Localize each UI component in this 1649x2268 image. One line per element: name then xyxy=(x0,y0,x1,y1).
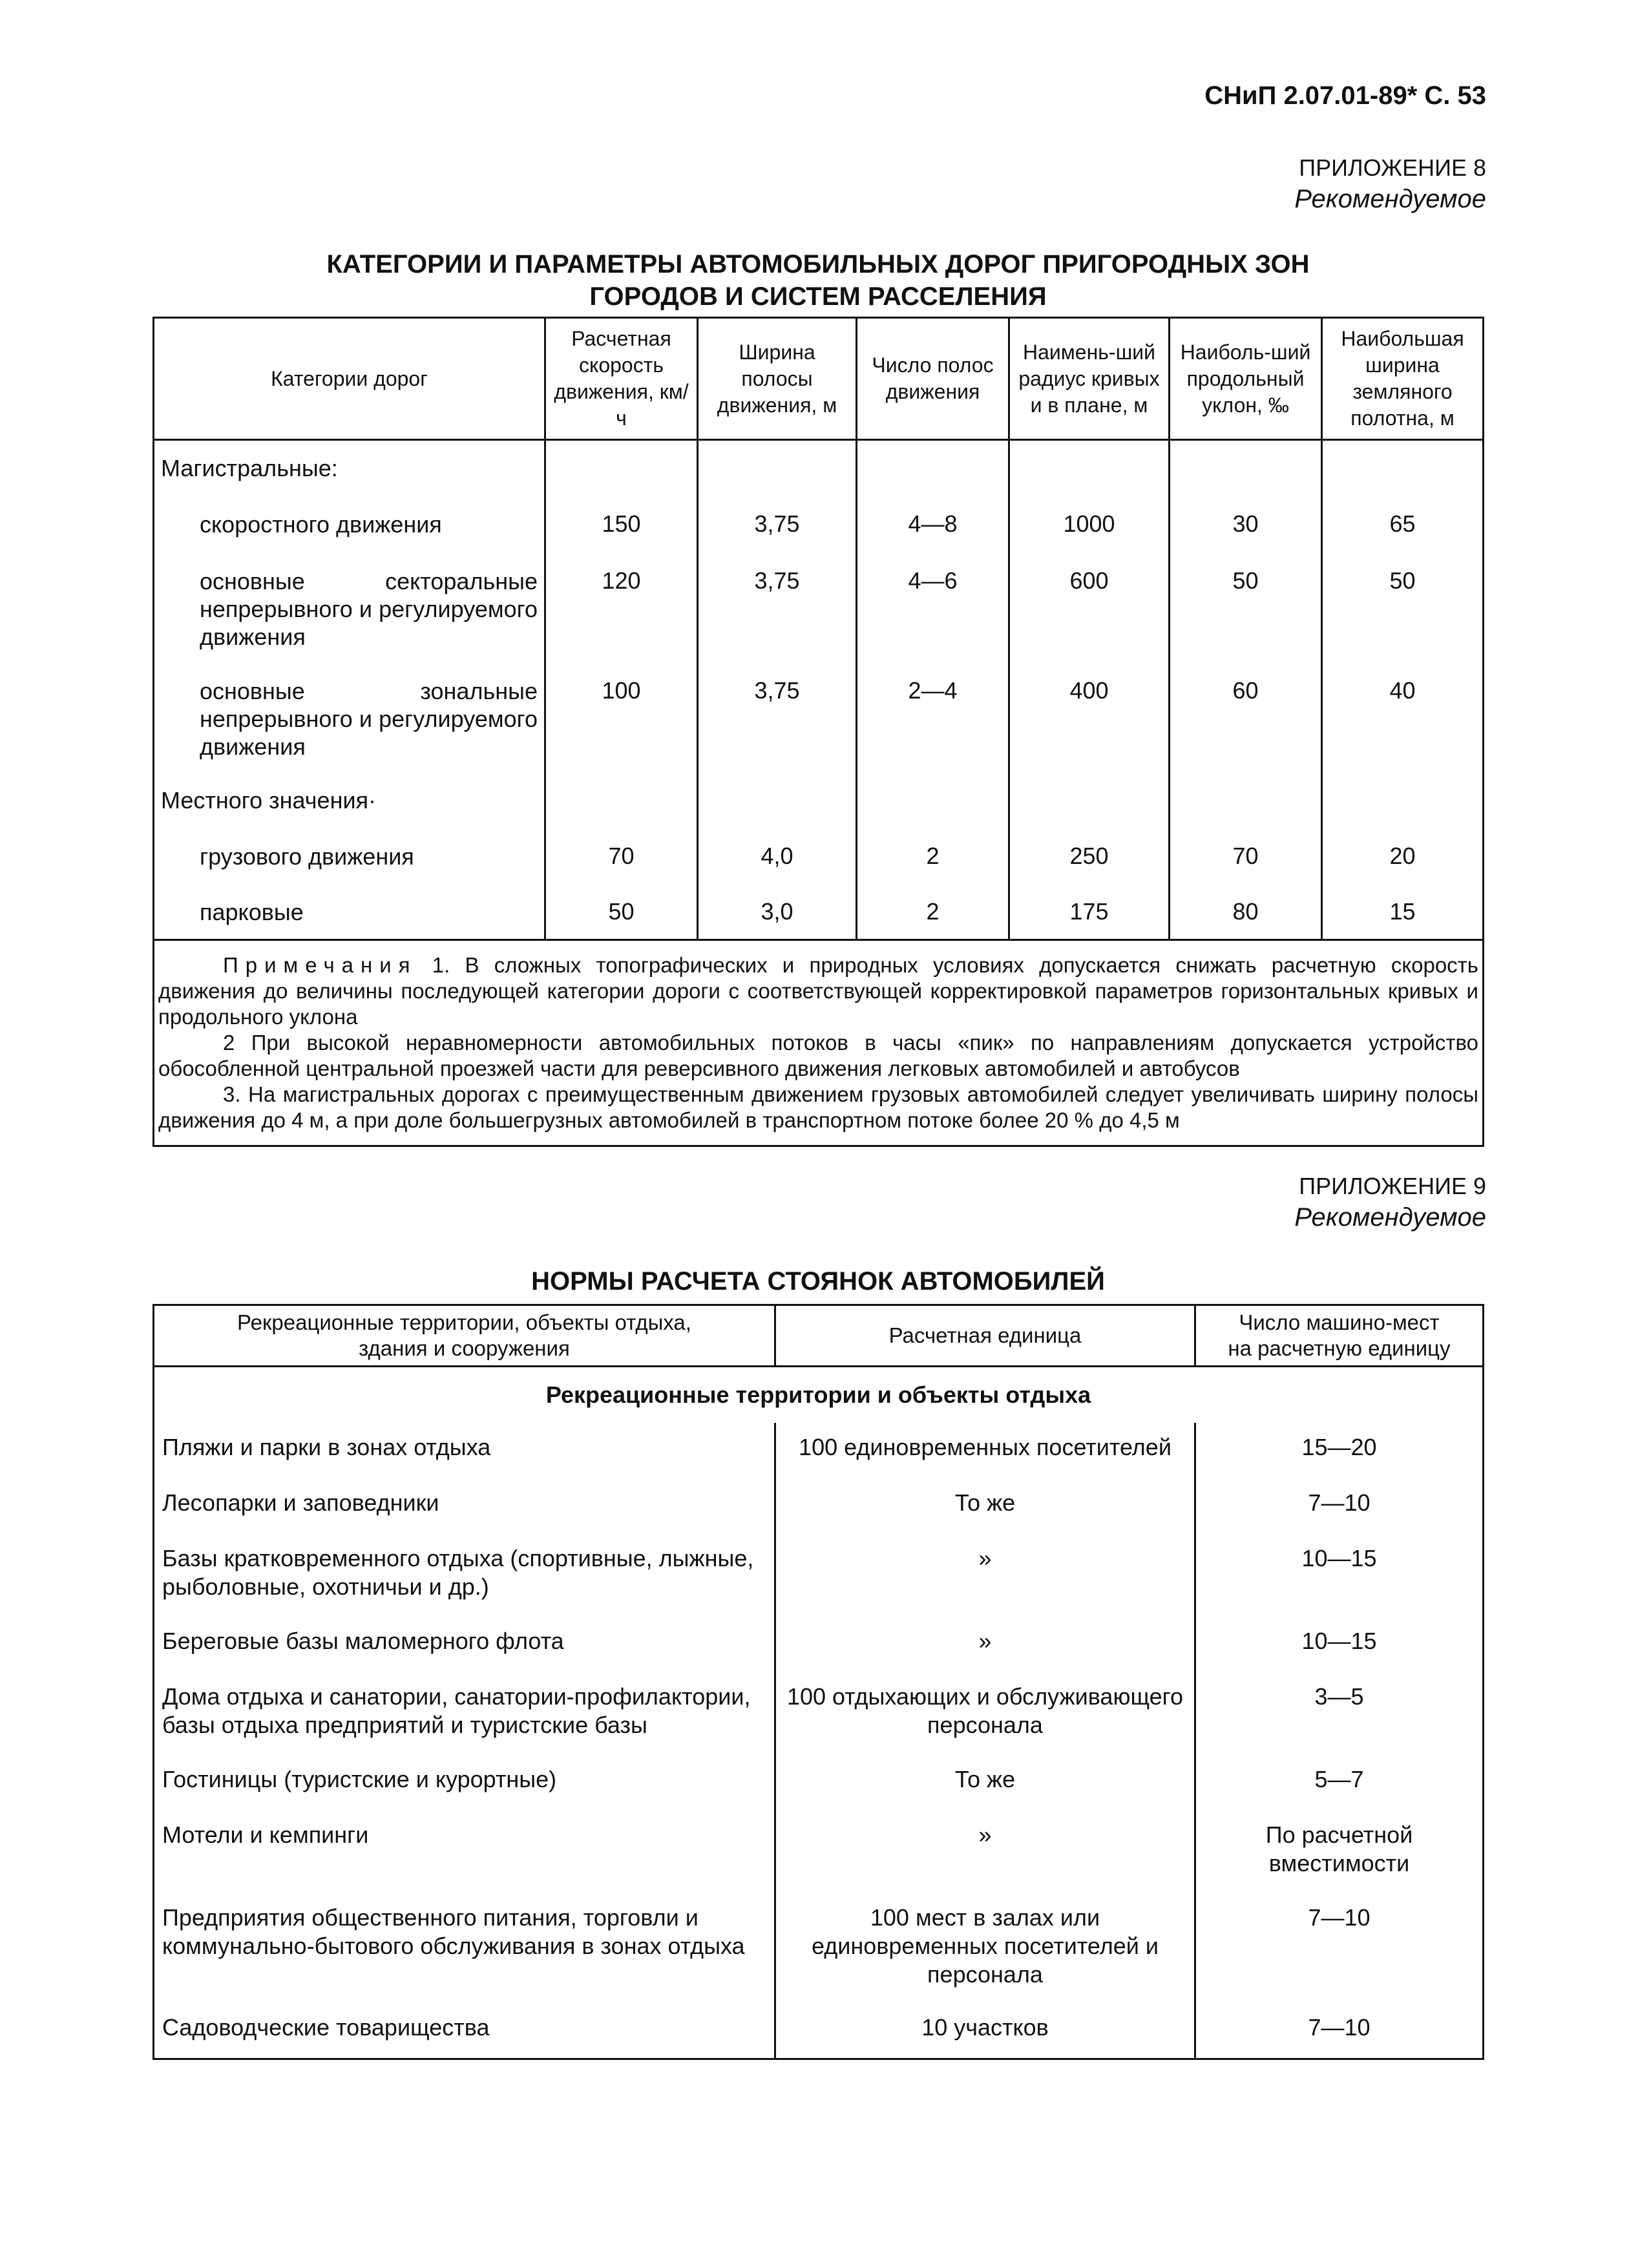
appendix-8-number: ПРИЛОЖЕНИЕ 8 xyxy=(1299,154,1486,181)
group-label: Местного значения· xyxy=(154,773,545,828)
table-row xyxy=(154,663,1484,773)
table-row xyxy=(154,553,1484,663)
parking-count: 3—5 xyxy=(1195,1672,1484,1755)
appendix-8-label xyxy=(1034,152,1486,215)
table-row xyxy=(154,1811,1484,1893)
slope: 80 xyxy=(1170,884,1322,940)
radius: 250 xyxy=(1009,828,1170,884)
column-header-object-line-2: здания и сооружения xyxy=(359,1336,570,1360)
unit: » xyxy=(775,1617,1195,1672)
table-row xyxy=(154,884,1484,940)
parking-count: По расчетной вместимости xyxy=(1195,1811,1484,1893)
column-header-count-line-2: на расчетную единицу xyxy=(1228,1336,1451,1360)
embankment-width: 15 xyxy=(1322,884,1484,940)
group-row xyxy=(154,773,1484,828)
lane-width: 3,75 xyxy=(698,663,857,773)
notes-heading: Примечания xyxy=(223,952,417,977)
parking-count: 7—10 xyxy=(1195,2003,1484,2059)
lane-width: 4,0 xyxy=(698,828,857,884)
road-categories-table xyxy=(152,317,1484,1147)
table-row xyxy=(154,1534,1484,1617)
radius: 400 xyxy=(1009,663,1170,773)
table-1-title-line-1: КАТЕГОРИИ И ПАРАМЕТРЫ АВТОМОБИЛЬНЫХ ДОРОГ ПРИГОРОДНЫХ ЗОН xyxy=(326,250,1310,278)
object-name: Пляжи и парки в зонах отдыха xyxy=(154,1423,775,1478)
parking-count: 15—20 xyxy=(1195,1423,1484,1478)
unit: 10 участков xyxy=(775,2003,1195,2059)
unit: 100 отдыхающих и обслуживающего персонала xyxy=(775,1672,1195,1755)
table-row xyxy=(154,1755,1484,1811)
parking-count: 10—15 xyxy=(1195,1617,1484,1672)
section-row xyxy=(154,1367,1484,1423)
table-row xyxy=(154,1423,1484,1478)
notes-row xyxy=(154,940,1484,1146)
object-name: Гостиницы (туристские и курортные) xyxy=(154,1755,775,1811)
unit: То же xyxy=(775,1755,1195,1811)
column-header: Число полос движения xyxy=(857,318,1009,440)
object-name: Лесопарки и заповедники xyxy=(154,1478,775,1534)
unit: » xyxy=(775,1811,1195,1893)
object-name: Дома отдыха и санатории, санатории-профилактории, базы отдыха предприятий и туристские базы xyxy=(154,1672,775,1755)
lanes: 4—8 xyxy=(857,496,1009,553)
note-1 xyxy=(158,952,1478,1030)
lanes: 2—4 xyxy=(857,663,1009,773)
lanes: 2 xyxy=(857,884,1009,940)
appendix-9-number: ПРИЛОЖЕНИЕ 9 xyxy=(1299,1173,1486,1199)
table-row xyxy=(154,2003,1484,2059)
appendix-8-status: Рекомендуемое xyxy=(1294,185,1486,213)
column-header: Расчетная скорость движения, км/ч xyxy=(545,318,698,440)
notes-cell xyxy=(154,940,1484,1146)
road-category: грузового движения xyxy=(154,828,545,884)
table-1-title xyxy=(152,248,1484,313)
embankment-width: 20 xyxy=(1322,828,1484,884)
column-header: Категории дорог xyxy=(154,318,545,440)
lane-width: 3,75 xyxy=(698,553,857,663)
unit: 100 единовременных посетителей xyxy=(775,1423,1195,1478)
object-name: Предприятия общественного питания, торговли и коммунально-бытового обслуживания в зонах отдыха xyxy=(154,1893,775,2003)
column-header-object xyxy=(154,1305,775,1367)
speed: 70 xyxy=(545,828,698,884)
parking-norms-table xyxy=(152,1304,1484,2060)
lanes: 4—6 xyxy=(857,553,1009,663)
table-1-header-row xyxy=(154,318,1484,440)
radius: 1000 xyxy=(1009,496,1170,553)
appendix-9-label xyxy=(1034,1171,1486,1233)
parking-count: 7—10 xyxy=(1195,1478,1484,1534)
column-header: Наимень-ший радиус кривых и в плане, м xyxy=(1009,318,1170,440)
section-heading: Рекреационные территории и объекты отдыха xyxy=(154,1367,1484,1423)
slope: 60 xyxy=(1170,663,1322,773)
note-3: 3. На магистральных дорогах с преимущественным движением грузовых автомобилей следует увеличивать ширину полосы движения до 4 м, а при доле большегрузных автомобилей в транспортном потоке более 20 % до 4,5 м xyxy=(158,1082,1478,1132)
object-name: Мотели и кемпинги xyxy=(154,1811,775,1893)
speed: 120 xyxy=(545,553,698,663)
column-header: Наиболь-ший продольный уклон, ‰ xyxy=(1170,318,1322,440)
page-header: СНиП 2.07.01-89* С. 53 xyxy=(1204,81,1486,110)
appendix-9-status: Рекомендуемое xyxy=(1294,1203,1486,1232)
lane-width: 3,0 xyxy=(698,884,857,940)
parking-count: 10—15 xyxy=(1195,1534,1484,1617)
table-2-title: НОРМЫ РАСЧЕТА СТОЯНОК АВТОМОБИЛЕЙ xyxy=(531,1267,1105,1296)
radius: 175 xyxy=(1009,884,1170,940)
parking-count: 7—10 xyxy=(1195,1893,1484,2003)
unit: » xyxy=(775,1534,1195,1617)
object-name: Береговые базы маломерного флота xyxy=(154,1617,775,1672)
table-row xyxy=(154,496,1484,553)
slope: 70 xyxy=(1170,828,1322,884)
road-category: скоростного движения xyxy=(154,496,545,553)
speed: 100 xyxy=(545,663,698,773)
parking-count: 5—7 xyxy=(1195,1755,1484,1811)
embankment-width: 50 xyxy=(1322,553,1484,663)
lane-width: 3,75 xyxy=(698,496,857,553)
object-name: Садоводческие товарищества xyxy=(154,2003,775,2059)
embankment-width: 65 xyxy=(1322,496,1484,553)
table-row xyxy=(154,1478,1484,1534)
table-row xyxy=(154,1672,1484,1755)
road-category: основные секторальные непрерывного и регулируемого движения xyxy=(154,553,545,663)
lanes: 2 xyxy=(857,828,1009,884)
table-1-title-line-2: ГОРОДОВ И СИСТЕМ РАССЕЛЕНИЯ xyxy=(589,282,1047,311)
column-header-count-line-1: Число машино-мест xyxy=(1239,1310,1440,1334)
table-row xyxy=(154,1893,1484,2003)
slope: 50 xyxy=(1170,553,1322,663)
note-1-text: 1. В сложных топографических и природных условиях допускается снижать расчетную скорость движения до величины последующей категории дороги с соответствующей корректировкой параметров горизонтальных кривых и продольного уклона xyxy=(158,952,1478,1029)
speed: 50 xyxy=(545,884,698,940)
group-row xyxy=(154,440,1484,497)
table-row xyxy=(154,1617,1484,1672)
column-header-count xyxy=(1195,1305,1484,1367)
unit: То же xyxy=(775,1478,1195,1534)
note-2: 2 При высокой неравномерности автомобильных потоков в часы «пик» по направлениям допускается устройство обособленной центральной проезжей части для реверсивного движения легковых автомобилей и автобусов xyxy=(158,1030,1478,1080)
column-header: Наибольшая ширина земляного полотна, м xyxy=(1322,318,1484,440)
unit: 100 мест в залах или единовременных посетителей и персонала xyxy=(775,1893,1195,2003)
slope: 30 xyxy=(1170,496,1322,553)
radius: 600 xyxy=(1009,553,1170,663)
column-header-object-line-1: Рекреационные территории, объекты отдыха, xyxy=(237,1310,691,1334)
column-header-unit: Расчетная единица xyxy=(775,1305,1195,1367)
table-2-header-row xyxy=(154,1305,1484,1367)
speed: 150 xyxy=(545,496,698,553)
table-row xyxy=(154,828,1484,884)
group-label: Магистральные: xyxy=(154,440,545,497)
road-category: парковые xyxy=(154,884,545,940)
column-header: Ширина полосы движения, м xyxy=(698,318,857,440)
embankment-width: 40 xyxy=(1322,663,1484,773)
object-name: Базы кратковременного отдыха (спортивные, лыжные, рыболовные, охотничьи и др.) xyxy=(154,1534,775,1617)
road-category: основные зональные непрерывного и регулируемого движения xyxy=(154,663,545,773)
